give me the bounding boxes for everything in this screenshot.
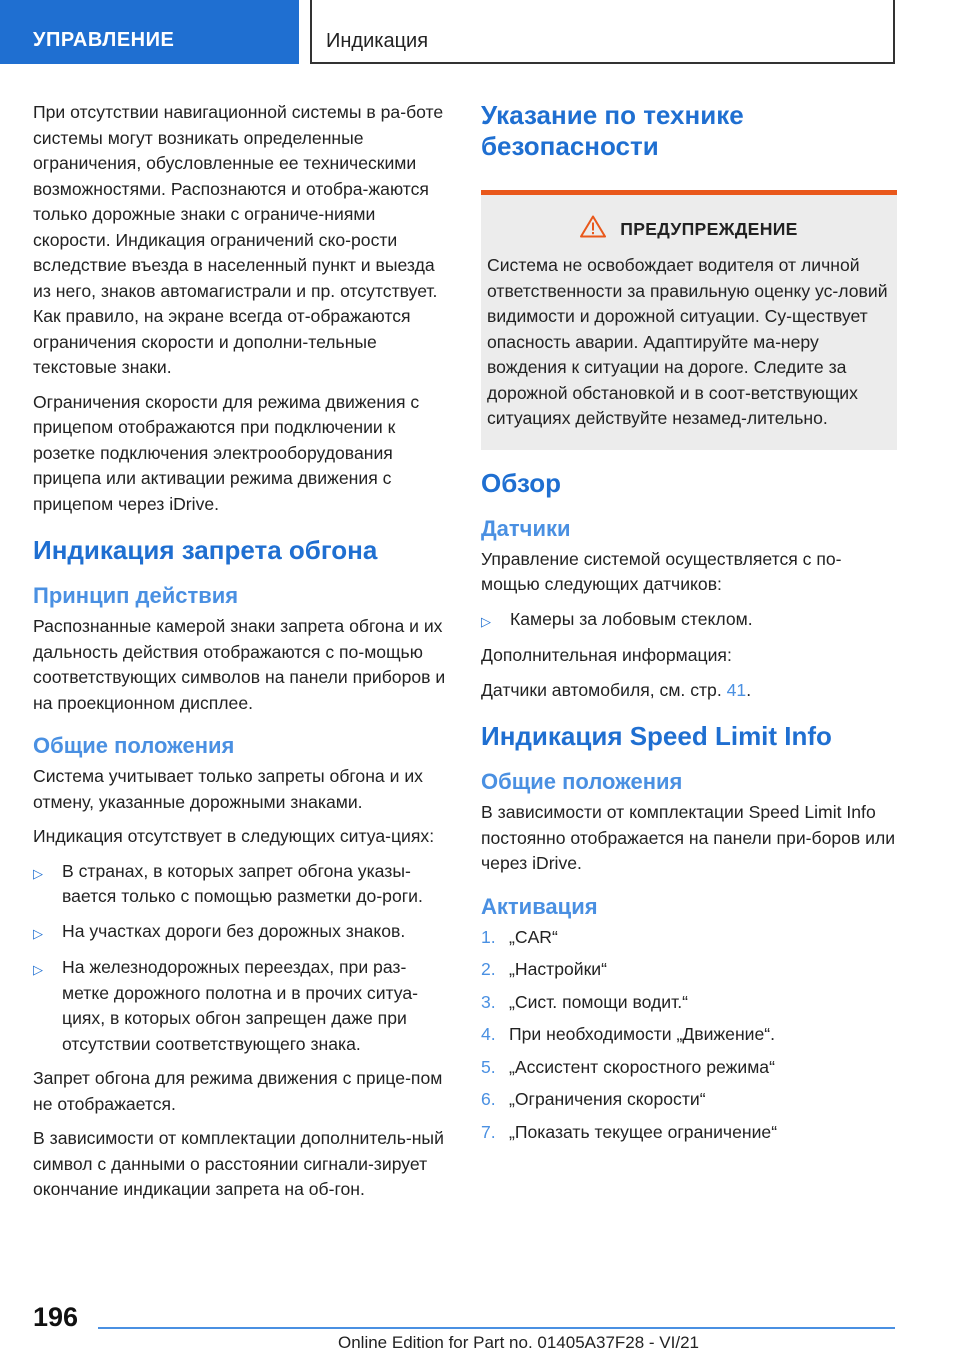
paragraph: Управление системой осуществляется с по-мощью следующих датчиков: [481, 548, 842, 594]
bullet-triangle-icon: ▷ [33, 865, 43, 881]
step-number: 7. [481, 1121, 496, 1142]
step-text: „Показать текущее ограничение“ [509, 1121, 778, 1142]
step-text: „Настройки“ [509, 959, 607, 979]
step-text: „Ассистент скоростного режима“ [509, 1056, 775, 1077]
page-title: Индикация [326, 30, 429, 52]
step-number: 2. [481, 959, 496, 979]
section-tab: УПРАВЛЕНИЕ [0, 0, 299, 64]
bullet-triangle-icon: ▷ [33, 925, 43, 941]
list-item [481, 1022, 897, 1048]
section-heading: Индикация Speed Limit Info [481, 721, 832, 751]
paragraph: Дополнительная информация: [481, 645, 732, 665]
reference-text: Датчики автомобиля, см. стр. [481, 679, 727, 700]
list-item [33, 955, 449, 1057]
subsection-heading: Принцип действия [33, 583, 239, 608]
list-item-text: Камеры за лобовым стеклом. [510, 608, 753, 629]
paragraph: При отсутствии навигационной системы в ра-боте системы могут возникать определенные ограничения, обусловленные ее техническими возможностями. Распознаются и отобра-жаются только дорожные знаки с ограниче-ниями скорости. Индикация ограничений ско-рости вследствие въезда в населенный пункт и выезда из него, знаков автомагистрали и пр. отсутствует. Как правило, на экране всегда от-ображаются ограничения скорости и дополни-тельные текстовые знаки. [33, 102, 444, 377]
footer-divider [98, 1327, 895, 1329]
list-item [481, 957, 897, 983]
right-column [481, 100, 897, 1152]
subsection-heading: Датчики [481, 515, 571, 541]
warning-triangle-icon [580, 215, 606, 243]
warning-header [487, 215, 891, 243]
paragraph [481, 678, 897, 704]
paragraph: Система учитывает только запреты обгона и их отмену, указанные дорожными знаками. [33, 766, 423, 812]
step-text: При необходимости „Движение“. [509, 1024, 776, 1044]
list-item-text: На железнодорожных переездах, при раз-метке дорожного полотна и в прочих ситуа-циях, в которых обгон запрещен даже при отсутствии соответствующего знака. [62, 957, 419, 1054]
section-heading: Указание по технике безопасности [481, 100, 744, 161]
warning-text: Система не освобождает водителя от личной ответственности за правильную оценку ус-ловий видимости и дорожной ситуации. Су-ществует опасность аварии. Адаптируйте ма-неру вождения к ситуации на дороге. Следите за дорожной обстановкой и в соот-ветствующих ситуациях действуйте незамед-лительно. [487, 255, 888, 428]
list-item [481, 1087, 897, 1113]
step-number: 5. [481, 1056, 496, 1077]
list-item [33, 919, 449, 947]
list-item [481, 990, 897, 1016]
step-number: 4. [481, 1024, 496, 1044]
step-text: „Сист. помощи водит.“ [509, 991, 688, 1012]
list-item [481, 925, 897, 951]
reference-suffix: . [746, 679, 752, 700]
warning-box [481, 190, 897, 450]
warning-title: ПРЕДУПРЕЖДЕНИЕ [620, 218, 798, 239]
page-reference-link[interactable]: 41 [726, 679, 747, 700]
paragraph: Запрет обгона для режима движения с прице-пом не отображается. [33, 1068, 443, 1114]
list-item [481, 1120, 897, 1146]
step-text: „CAR“ [509, 926, 558, 947]
paragraph: Ограничения скорости для режима движения с прицепом отображаются при подключении к розетке подключения электрооборудования прицепа или активации режима движения с прицепом через iDrive. [33, 391, 420, 514]
subsection-heading: Активация [481, 893, 598, 919]
paragraph: Индикация отсутствует в следующих ситуа-циях: [33, 826, 435, 846]
step-text: „Ограничения скорости“ [509, 1089, 706, 1109]
paragraph: В зависимости от комплектации дополнитель-ный символ с данными о расстоянии сигнали-зирует окончание индикации запрета на об-гон. [33, 1128, 444, 1199]
section-heading: Обзор [481, 467, 561, 498]
list-item-text: В странах, в которых запрет обгона указы-вается только с помощью разметки до-роги. [62, 860, 423, 906]
page-number: 196 [33, 1302, 79, 1332]
subsection-heading: Общие положения [481, 769, 683, 794]
bullet-triangle-icon: ▷ [33, 962, 43, 977]
section-heading: Индикация запрета обгона [33, 535, 378, 565]
paragraph: Распознанные камерой знаки запрета обгона и их дальность действия отображаются с по-мощью соответствующих символов на панели приборов и на проекционном дисплее. [33, 616, 446, 713]
list-item [33, 859, 449, 910]
list-item [481, 607, 897, 635]
left-column [33, 100, 449, 1212]
bullet-triangle-icon: ▷ [481, 613, 491, 629]
paragraph: В зависимости от комплектации Speed Limit Info постоянно отображается на панели при-боров или через iDrive. [481, 802, 896, 873]
step-number: 6. [481, 1089, 496, 1109]
list-item-text: На участках дороги без дорожных знаков. [62, 920, 406, 941]
step-number: 1. [481, 926, 496, 947]
subsection-heading: Общие положения [33, 733, 235, 758]
list-item [481, 1055, 897, 1081]
footer-edition: Online Edition for Part no. 01405A37F28 - VI/21 [338, 1333, 700, 1352]
step-number: 3. [481, 991, 496, 1012]
